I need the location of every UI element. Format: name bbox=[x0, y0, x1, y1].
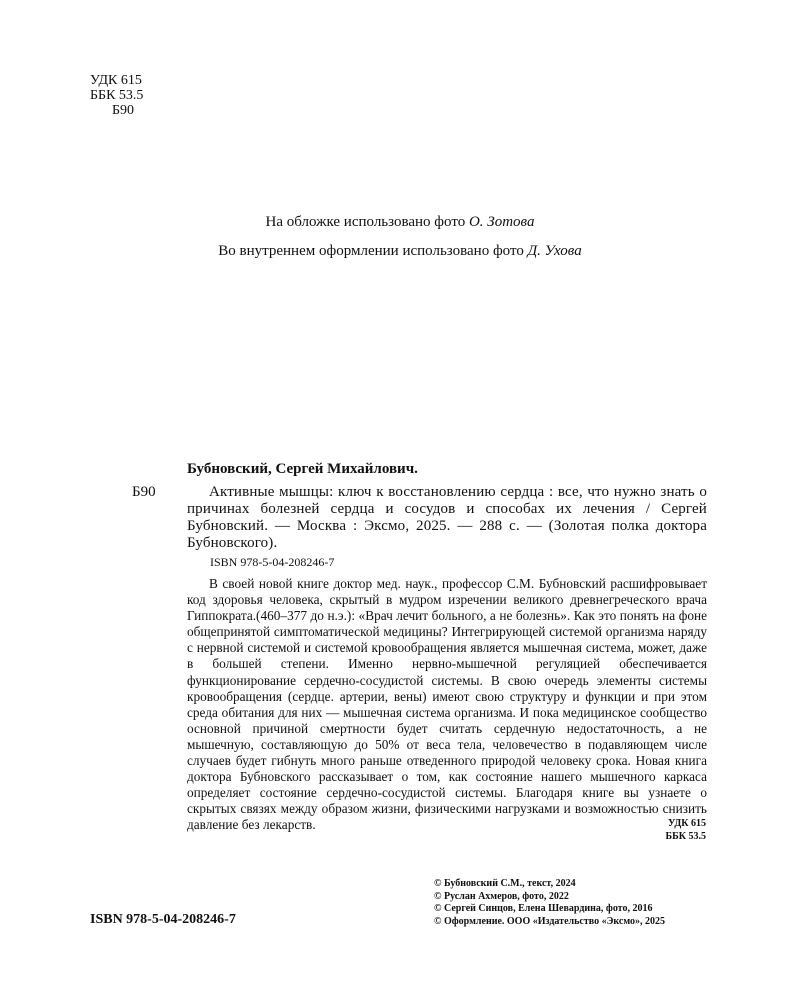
record-author: Бубновский, Сергей Михайлович. bbox=[187, 461, 418, 477]
record-bbk: ББК 53.5 bbox=[665, 831, 706, 842]
record-abstract: В своей новой книге доктор мед. наук., профессор С.М. Бубновский расшифровывает код здоровья человека, скрытый в мудром изречении великого древнегреческого врача Гиппократа.(460–377 до н.э.): «Врач лечит больного, а не болезнь». Как это понять на фоне общепринятой симптоматической медицины? Интегрирующей системой организма наряду с нервной системой и системой кровообращения является мышечная система, может, даже в большей степени. Именно нервно-мышечной регуляцией обеспечивается функционирование сердечно-сосудистой системы. В свою очередь элементы системы кровообращения (сердце. артерии, вены) имеют свою структуру и функции и при этом среда обитания для них — мышечная система организма. И пока медицинское сообщество основной причиной смертности будет считать сердечную недостаточность, а не мышечную, составляющую до 50% от веса тела, человечество в подавляющем числе случаев будет гибнуть много раньше отведенного природой человеку срока. Новая книга доктора Бубновского рассказывает о том, как состояние нашего мышечного каркаса определяет состояние сердечно-сосудистой системы. Благодаря книге вы узнаете о скрытых связях между образом жизни, физическими нагрузками и возможностью снизить давление без лекарств. bbox=[187, 576, 707, 833]
copyright-line: © Руслан Ахмеров, фото, 2022 bbox=[434, 890, 569, 902]
cover-photo-credit bbox=[0, 214, 800, 231]
record-udk: УДК 615 bbox=[668, 818, 706, 829]
copyright-block bbox=[434, 878, 665, 928]
record-description: Активные мышцы: ключ к восстановлению сердца : все, что нужно знать о причинах болезней сердца и сосудов и способах их лечения / Сергей Бубновский. — Москва : Эксмо, 2025. — 288 с. — (Золотая полка доктора Бубновского). bbox=[187, 484, 707, 551]
inner-photo-credit bbox=[0, 243, 800, 260]
copyright-line: © Оформление. ООО «Издательство «Эксмо», 2025 bbox=[434, 915, 665, 927]
record-isbn: ISBN 978-5-04-208246-7 bbox=[210, 555, 335, 569]
udk-code: УДК 615 bbox=[90, 73, 142, 88]
record-classification bbox=[600, 817, 706, 843]
inner-credit-author: Д. Ухова bbox=[527, 243, 582, 259]
record-author-sign: Б90 bbox=[132, 484, 156, 500]
footer-isbn: ISBN 978-5-04-208246-7 bbox=[90, 912, 236, 927]
bbk-code: ББК 53.5 bbox=[90, 88, 144, 103]
author-sign: Б90 bbox=[112, 103, 135, 118]
classification-block bbox=[90, 73, 143, 118]
cover-credit-text: На обложке использовано фото bbox=[265, 214, 466, 230]
inner-credit-text: Во внутреннем оформлении использовано фото bbox=[218, 243, 524, 259]
copyright-line: © Бубновский С.М., текст, 2024 bbox=[434, 878, 576, 889]
copyright-line: © Сергей Синцов, Елена Шевардина, фото, 2016 bbox=[434, 903, 653, 914]
cover-credit-author: О. Зотова bbox=[468, 214, 535, 230]
